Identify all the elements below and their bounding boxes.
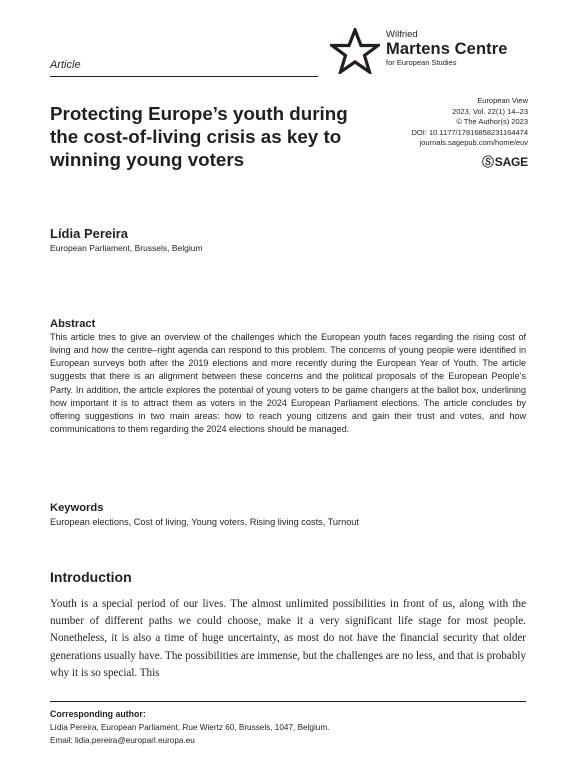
abstract-heading: Abstract [50, 318, 96, 330]
corresponding-author-address: Lídia Pereira, European Parliament, Rue Wiertz 60, Brussels, 1047, Belgium. [50, 723, 330, 732]
corresponding-author-heading: Corresponding author: [50, 709, 146, 719]
journal-name: European View [477, 96, 528, 105]
star-outline-icon [330, 28, 380, 74]
abstract-text: This article tries to give an overview of the challenges which the European youth faces regarding the rising cost of living and how the centre–right agenda can respond to this problem. The concerns of young people were identified in European surveys both after the 2019 elections and more recently during the European Year of Youth. The article suggests that there is an alignment between these concerns and the political proposals of the European People’s Party. In addition, the article explores the potential of young voters to be game changers at the ballot box, underlining how important it is to attract them as voters in the 2024 European Parliament elections. The article concludes by offering suggestions in two main areas: how to reach young citizens and gain their trust and votes, and how communications to them regarding the 2024 elections should be managed. [50, 332, 526, 435]
logo-line-3: for European Studies [386, 58, 457, 67]
author-affiliation: European Parliament, Brussels, Belgium [50, 243, 203, 253]
sage-logo-name: SAGE [494, 155, 528, 169]
footer-divider [50, 701, 526, 702]
author-name: Lídia Pereira [50, 226, 129, 241]
article-type-label: Article [50, 59, 81, 71]
logo-line-1: Wilfried [386, 29, 418, 40]
introduction-text: Youth is a special period of our lives. The almost unlimited possibilities in front of us, along with the number of different paths we could choose, make it a very significant life stage for most people. Nonetheless, it is also a time of huge uncertainty, as most do not have the financial security that older generations usually have. The possibilities are immense, but the challenges are no less, and that is probably why it is so special. This [50, 598, 526, 679]
doi: DOI: 10.1177/17816858231164474 [411, 127, 528, 137]
keywords-heading: Keywords [50, 502, 104, 514]
sage-logo [482, 153, 528, 170]
sage-logo-symbol: Ⓢ [481, 155, 494, 169]
copyright-notice: © The Author(s) 2023 [456, 117, 528, 126]
journal-volume: 2023, Vol. 22(1) 14–23 [452, 106, 528, 116]
publisher-logo [386, 29, 536, 68]
header-divider [50, 76, 318, 77]
introduction-heading: Introduction [50, 569, 132, 585]
keywords-text: European elections, Cost of living, Young voters, Rising living costs, Turnout [50, 517, 359, 527]
journal-url[interactable]: journals.sagepub.com/home/euv [419, 138, 528, 147]
corresponding-author-email[interactable]: Email: lidia.pereira@europarl.europa.eu [50, 736, 195, 745]
paper-title: Protecting Europe’s youth during the cost-of-living crisis as key to winning young voters [50, 103, 348, 170]
logo-line-2: Martens Centre [386, 40, 508, 58]
journal-meta [412, 96, 529, 149]
